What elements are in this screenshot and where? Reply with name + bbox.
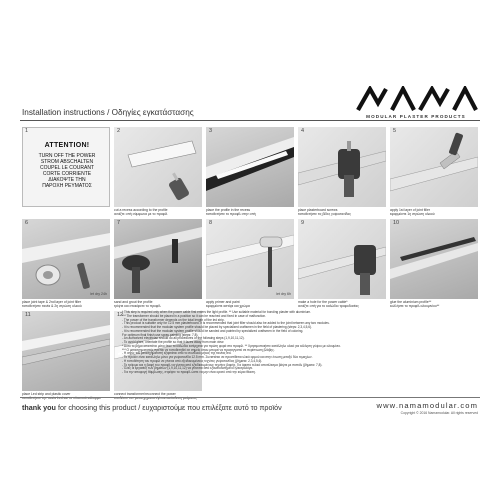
step-caption: glue the aluminium profile** κολλήστε το προφίλ αλουμινίου** (390, 300, 440, 309)
step-4 (298, 127, 386, 217)
drill-icon (298, 219, 386, 299)
sander-icon (114, 219, 202, 299)
attention-line: COUPEL LE COURANT (40, 165, 94, 172)
footer-divider (20, 397, 480, 398)
footer-contact (376, 401, 478, 415)
step-caption: place the profile in the recess τοποθετήστε το προφίλ στην οπή (206, 208, 256, 217)
step-caption: apply 1st layer of joint filler εφαρμόστε 1η στρώση υλικού (390, 208, 435, 217)
attention-line: STROM ABSCHALTEN (40, 159, 94, 166)
paint-roller-icon (206, 219, 294, 299)
step-photo (206, 219, 294, 299)
note-line: - Η τοποθέτηση του προφίλ να γίνεται από εξειδικευμένους τεχνίτες γυψοσανίδας (βήματα: 2,3,4,5,6). (122, 358, 263, 363)
step-photo (298, 219, 386, 299)
step-photo (22, 219, 110, 299)
step-caption: place Led strip and plastic cover τοποθετήστε την ταινία Led και το πλαστικό κάλυμμα (22, 392, 101, 401)
step-7 (114, 219, 202, 309)
note-line: - The power of the transformer depends on the total length of the led strip. (122, 317, 225, 322)
installation-notes (122, 311, 478, 375)
step-number: 11 (25, 312, 31, 318)
brand-tagline: MODULAR PLASTER PRODUCTS (366, 114, 466, 119)
dry-label: let dry 6h (276, 292, 291, 296)
step-caption: place plasterboard screws τοποθετήστε τις βίδες γυψοσανίδας (298, 208, 351, 217)
step-caption: sand and grout the profile τρίψτε και στοκάρετε το προφίλ (114, 300, 161, 309)
step-photo (298, 127, 386, 207)
step-1 (22, 127, 110, 207)
note-line: - Το τρίψιμο και η βαφή του προφίλ να γίνεται από εξειδικευμένους τεχνίτες βαφής. Για άριστο τελικό αποτέλεσμα βάψτε με πιστόλι (βήματα: 7,8). (122, 362, 323, 367)
ceiling-recess-icon (114, 127, 202, 207)
step-10 (390, 219, 478, 309)
note-line: For optimum final finish use spray painting (steps: 7,8). (122, 332, 199, 337)
step-photo (114, 219, 202, 299)
step-number: 12 (117, 312, 124, 318)
note-line: * Αυτό το βήμα απαιτείται μόνο όταν το καλώδιο εισέρχεται για πρώτη φορά στο προφίλ. ** Χρησιμοποιήστε κατάλληλο υλικό για κόλληση γύψου με αλουμίνιο. (122, 343, 341, 348)
nama-logo-icon (352, 86, 480, 112)
step-number: 8 (209, 220, 213, 226)
step-photo (22, 311, 110, 391)
attention-lines (23, 153, 111, 190)
thank-you-label: thank you (22, 403, 56, 412)
note-line: - It is recommended that the modular system profile should be sanded and painted by specialized craftsmen in the field of coloring. (122, 328, 304, 333)
step-6 (22, 219, 110, 309)
note-line: - Για την αποφυγή θάμβωσης, στρέψτε το προφίλ ώστε να μην είναι ορατό από την κύρια θέαση. (122, 370, 256, 374)
step-5 (390, 127, 478, 217)
step-8 (206, 219, 294, 309)
step-caption: cut a recess according to the profile ανοίξτε οπή σύμφωνα με το προφίλ (114, 208, 168, 217)
page-heading: Installation instructions / Οδηγίες εγκατάστασης (22, 108, 194, 117)
note-line: - It is recommended that the modular system profile should be placed by specialized craftsmen in the field of plastering (steps: 2,3,4,5,6). (122, 325, 312, 329)
screwdriver-icon (298, 127, 386, 207)
attention-panel (22, 127, 110, 207)
step-3 (206, 127, 294, 217)
note-line: *** The transformer should be placed in a position so it can be reached and fixed in case of malfunction. (122, 313, 266, 318)
profile-insert-icon (206, 127, 294, 207)
step-number: 7 (117, 220, 121, 226)
note-line: *** Ο μετασχηματιστής πρέπει να τοποθετηθεί σε σημείο όπου μπορεί να προσεγγιστεί σε περίπτωση βλάβης. (122, 347, 275, 352)
step-11 (22, 311, 110, 401)
dry-label: let dry 24h (90, 292, 107, 296)
attention-line: ΠΑΡΟΧΗ ΡΕΥΜΑΤΟΣ (42, 183, 92, 190)
step-photo (206, 127, 294, 207)
copyright-text: Copyright © 2016 Namamodular. All rights reserved (400, 411, 478, 415)
aluminium-profile-icon (390, 219, 478, 299)
attention-title: ATTENTION! (44, 142, 90, 149)
website-link[interactable]: www.namamodular.com (376, 401, 478, 410)
note-line: - This product is suitable only for 12.5 mm plasterboard. It is recommended that joint filler should also be added to the joint between any two modules. (122, 321, 330, 326)
step-number: 2 (117, 128, 121, 134)
thank-you-line (22, 403, 282, 412)
step-caption: connect transformer/reconnect the power συνδέστε τον μετασχηματιστή/επανασύνδεση ρεύματος (114, 392, 197, 401)
note-line: * This step is required only when the power cable first enters the light profile. ** Use suitable material for bonding plaster with aluminium. (122, 310, 311, 314)
led-strip-icon (22, 311, 110, 391)
step-caption: place joint tape & 2nd layer of joint filler τοποθετήστε ταινία & 2η στρώση υλικού (22, 300, 82, 309)
step-photo (390, 127, 478, 207)
step-number: 6 (25, 220, 29, 226)
step-9 (298, 219, 386, 309)
step-number: 5 (393, 128, 397, 134)
step-number: 4 (301, 128, 305, 134)
step-caption: apply primer and paint εφαρμόστε αστάρι και χρώμα (206, 300, 250, 309)
spatula-icon (390, 127, 478, 207)
heading-divider (20, 120, 480, 121)
step-number: 3 (209, 128, 213, 134)
note-line: - Όλες οι εργασίες των βημάτων (1,9,10,11,12) να γίνονται από εξουσιοδοτημένο ηλεκτρολόγο. (122, 366, 254, 371)
brand-logo (352, 86, 480, 124)
step-photo (114, 127, 202, 207)
note-line: - Το προϊόν είναι κατάλληλο μόνο για γυψοσανίδα 12.5 mm. Συνιστάται να προστίθεται υλικό αρμού και στην ένωση μεταξύ δύο τεμαχίων. (122, 355, 313, 359)
step-number: 10 (393, 220, 400, 226)
step-number: 1 (25, 128, 29, 134)
step-number: 9 (301, 220, 305, 226)
attention-line: CORTE CORRIENTE (42, 171, 92, 178)
step-2 (114, 127, 202, 217)
attention-line: ΔΙΑΚΟΨΤΕ ΤΗΝ (48, 177, 86, 184)
note-line: - To avoid glare, orientate the profile so that it faces away from main view. (122, 340, 225, 344)
step-photo (390, 219, 478, 299)
note-line: - Η ισχύς του μετασχηματιστή εξαρτάται από το συνολικό μήκος της ταινίας led. (122, 351, 232, 356)
note-line: - An authorized electrician should do all procedures of the following steps (1,9,10,11,12). (122, 336, 245, 341)
step-caption: make a hole for the power cable* ανοίξτε οπή για το καλώδιο τροφοδοσίας (298, 300, 359, 309)
thank-you-text: for choosing this product / ευχαριστούμε που επιλέξατε αυτό το προϊόν (57, 403, 282, 412)
attention-line: TURN OFF THE POWER (38, 153, 96, 159)
joint-tape-icon (22, 219, 110, 299)
